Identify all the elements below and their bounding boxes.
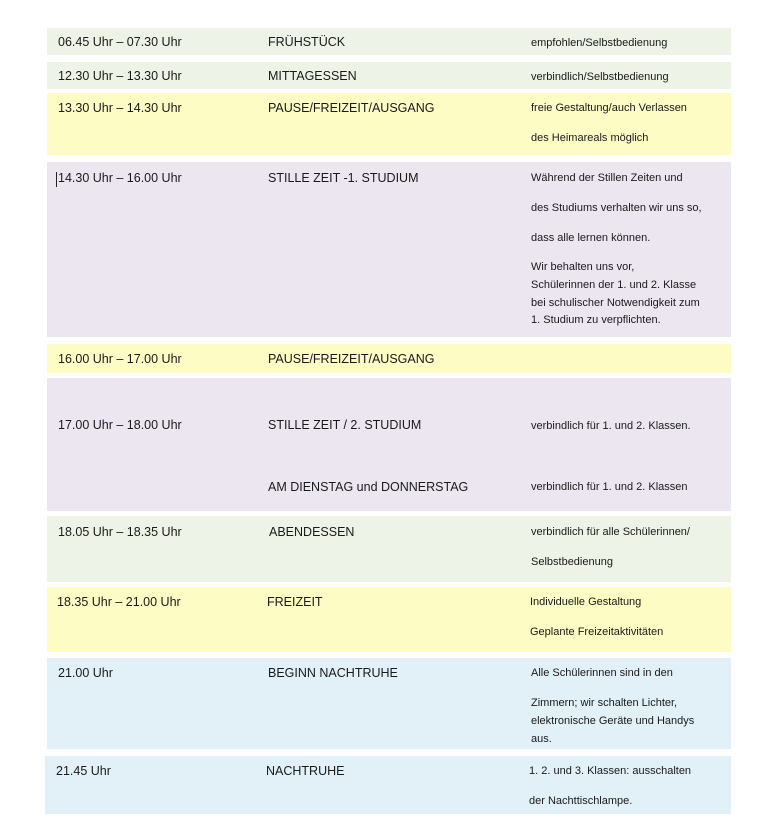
schedule-row xyxy=(45,756,731,814)
time-cell: 21.00 Uhr xyxy=(58,666,113,680)
text-cursor xyxy=(56,172,57,187)
schedule-row xyxy=(47,344,731,373)
activity-subline: AM DIENSTAG und DONNERSTAG xyxy=(268,480,469,494)
time-cell: 16.00 Uhr – 17.00 Uhr xyxy=(58,352,182,366)
note-line: des Heimareals möglich xyxy=(531,132,649,144)
note-line: verbindlich für alle Schülerinnen/ xyxy=(531,526,690,538)
schedule-row xyxy=(47,658,731,749)
schedule-row xyxy=(47,516,731,582)
note-line: Während der Stillen Zeiten und xyxy=(531,172,683,184)
time-cell: 13.30 Uhr – 14.30 Uhr xyxy=(58,101,182,115)
activity-cell: MITTAGESSEN xyxy=(268,69,357,83)
note-line: 1. Studium zu verpflichten. xyxy=(531,314,661,326)
note-line: verbindlich für 1. und 2. Klassen. xyxy=(531,420,691,432)
schedule-row xyxy=(47,378,731,511)
note-line: empfohlen/Selbstbedienung xyxy=(531,37,668,49)
note-line: Zimmern; wir schalten Lichter, xyxy=(531,697,678,709)
schedule-row xyxy=(47,62,731,89)
activity-cell: FREIZEIT xyxy=(267,595,323,609)
note-line: elektronische Geräte und Handys xyxy=(531,715,695,727)
time-cell: 18.05 Uhr – 18.35 Uhr xyxy=(58,525,182,539)
activity-cell: STILLE ZEIT / 2. STUDIUM xyxy=(268,418,422,432)
note-line: Individuelle Gestaltung xyxy=(530,596,642,608)
activity-cell: ABENDESSEN xyxy=(269,525,355,539)
time-cell: 21.45 Uhr xyxy=(56,764,111,778)
note-line: dass alle lernen können. xyxy=(531,232,651,244)
note-line: des Studiums verhalten wir uns so, xyxy=(531,202,702,214)
schedule-row xyxy=(47,162,731,337)
activity-cell: FRÜHSTÜCK xyxy=(268,35,346,49)
time-cell: 12.30 Uhr – 13.30 Uhr xyxy=(58,69,182,83)
note-line: 1. 2. und 3. Klassen: ausschalten xyxy=(529,765,692,777)
schedule-row xyxy=(47,587,731,652)
schedule-row xyxy=(47,28,731,55)
activity-cell: NACHTRUHE xyxy=(266,764,345,778)
time-cell: 14.30 Uhr – 16.00 Uhr xyxy=(58,171,182,185)
note-line: Wir behalten uns vor, xyxy=(531,261,635,273)
note-line: der Nachttischlampe. xyxy=(529,795,633,807)
note-line: verbindlich/Selbstbedienung xyxy=(531,71,669,83)
note-line: bei schulischer Notwendigkeit zum xyxy=(531,297,700,309)
time-cell: 06.45 Uhr – 07.30 Uhr xyxy=(58,35,182,49)
note-line: Geplante Freizeitaktivitäten xyxy=(530,626,664,638)
schedule-row xyxy=(47,93,731,155)
note-line: freie Gestaltung/auch Verlassen xyxy=(531,102,687,114)
activity-cell: STILLE ZEIT -1. STUDIUM xyxy=(268,171,419,185)
note-line: verbindlich für 1. und 2. Klassen xyxy=(531,481,688,493)
activity-cell: PAUSE/FREIZEIT/AUSGANG xyxy=(268,101,435,115)
activity-cell: PAUSE/FREIZEIT/AUSGANG xyxy=(268,352,435,366)
note-line: Schülerinnen der 1. und 2. Klasse xyxy=(531,279,697,291)
note-line: aus. xyxy=(531,733,552,745)
note-line: Selbstbedienung xyxy=(531,556,613,568)
activity-cell: BEGINN NACHTRUHE xyxy=(268,666,398,680)
note-line: Alle Schülerinnen sind in den xyxy=(531,667,673,679)
time-cell: 17.00 Uhr – 18.00 Uhr xyxy=(58,418,182,432)
time-cell: 18.35 Uhr – 21.00 Uhr xyxy=(57,595,181,609)
